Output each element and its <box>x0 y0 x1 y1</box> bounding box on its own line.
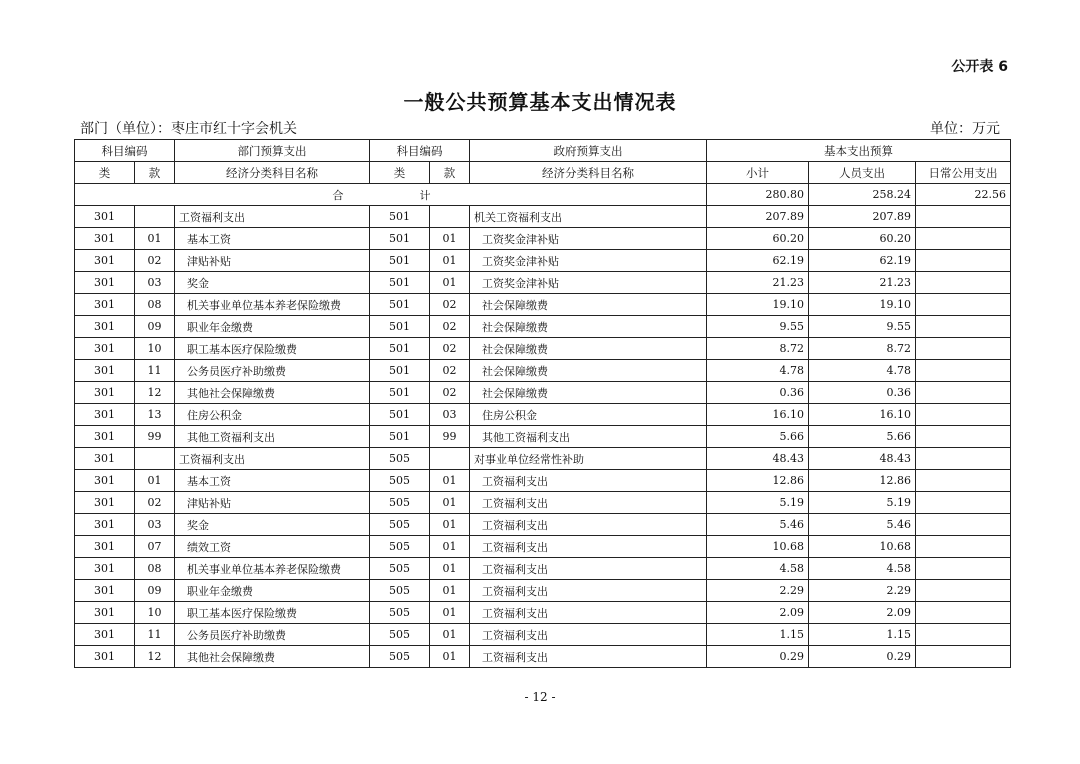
cell-personnel: 12.86 <box>809 470 916 492</box>
cell-kuan: 13 <box>135 404 175 426</box>
cell-gov-lei: 501 <box>370 338 430 360</box>
cell-econ-name: 职工基本医疗保险缴费 <box>175 338 370 360</box>
cell-personnel: 48.43 <box>809 448 916 470</box>
table-row <box>75 294 1011 316</box>
cell-subtotal: 2.09 <box>707 602 809 624</box>
header-daily: 日常公用支出 <box>916 162 1011 184</box>
cell-gov-lei: 505 <box>370 470 430 492</box>
cell-kuan: 09 <box>135 316 175 338</box>
table-row <box>75 558 1011 580</box>
cell-econ-name: 住房公积金 <box>175 404 370 426</box>
cell-personnel: 9.55 <box>809 316 916 338</box>
cell-lei: 301 <box>75 338 135 360</box>
cell-daily <box>916 206 1011 228</box>
cell-subtotal: 21.23 <box>707 272 809 294</box>
cell-subtotal: 0.36 <box>707 382 809 404</box>
header-gov-econ-name: 经济分类科目名称 <box>470 162 707 184</box>
cell-gov-lei: 501 <box>370 404 430 426</box>
cell-personnel: 0.29 <box>809 646 916 668</box>
cell-gov-lei: 501 <box>370 272 430 294</box>
cell-gov-econ-name: 社会保障缴费 <box>470 294 707 316</box>
cell-daily <box>916 514 1011 536</box>
cell-gov-kuan <box>430 448 470 470</box>
cell-gov-lei: 505 <box>370 492 430 514</box>
cell-gov-lei: 501 <box>370 228 430 250</box>
unit-label: 单位：万元 <box>930 121 1000 137</box>
cell-daily <box>916 294 1011 316</box>
cell-personnel: 8.72 <box>809 338 916 360</box>
cell-lei: 301 <box>75 426 135 448</box>
cell-econ-name: 职业年金缴费 <box>175 316 370 338</box>
header-dept-budget: 部门预算支出 <box>175 140 370 162</box>
cell-lei: 301 <box>75 514 135 536</box>
table-row <box>75 338 1011 360</box>
cell-kuan: 07 <box>135 536 175 558</box>
total-personnel: 258.24 <box>809 184 916 206</box>
cell-lei: 301 <box>75 470 135 492</box>
cell-daily <box>916 404 1011 426</box>
page-number: - 12 - <box>524 690 556 704</box>
cell-gov-kuan: 01 <box>430 624 470 646</box>
cell-personnel: 10.68 <box>809 536 916 558</box>
cell-subtotal: 16.10 <box>707 404 809 426</box>
cell-gov-econ-name: 工资福利支出 <box>470 646 707 668</box>
header-lei: 类 <box>75 162 135 184</box>
cell-econ-name: 职业年金缴费 <box>175 580 370 602</box>
cell-daily <box>916 272 1011 294</box>
cell-personnel: 2.29 <box>809 580 916 602</box>
cell-personnel: 4.58 <box>809 558 916 580</box>
cell-kuan: 08 <box>135 294 175 316</box>
cell-lei: 301 <box>75 316 135 338</box>
header-gov-subject-code: 科目编码 <box>370 140 470 162</box>
cell-kuan: 08 <box>135 558 175 580</box>
cell-gov-lei: 501 <box>370 294 430 316</box>
cell-gov-econ-name: 社会保障缴费 <box>470 316 707 338</box>
cell-daily <box>916 536 1011 558</box>
total-row <box>75 184 1011 206</box>
table-row <box>75 580 1011 602</box>
cell-kuan <box>135 206 175 228</box>
cell-gov-econ-name: 工资奖金津补贴 <box>470 228 707 250</box>
table-row <box>75 646 1011 668</box>
cell-econ-name: 职工基本医疗保险缴费 <box>175 602 370 624</box>
cell-kuan: 12 <box>135 646 175 668</box>
cell-gov-lei: 501 <box>370 426 430 448</box>
cell-gov-lei: 505 <box>370 536 430 558</box>
cell-lei: 301 <box>75 294 135 316</box>
cell-lei: 301 <box>75 492 135 514</box>
table-row <box>75 514 1011 536</box>
cell-personnel: 1.15 <box>809 624 916 646</box>
cell-gov-kuan: 01 <box>430 250 470 272</box>
cell-subtotal: 12.86 <box>707 470 809 492</box>
header-personnel: 人员支出 <box>809 162 916 184</box>
cell-subtotal: 5.46 <box>707 514 809 536</box>
cell-personnel: 60.20 <box>809 228 916 250</box>
cell-gov-lei: 505 <box>370 558 430 580</box>
cell-gov-kuan: 01 <box>430 470 470 492</box>
cell-econ-name: 公务员医疗补助缴费 <box>175 360 370 382</box>
cell-daily <box>916 228 1011 250</box>
cell-gov-kuan <box>430 206 470 228</box>
header-econ-name: 经济分类科目名称 <box>175 162 370 184</box>
cell-gov-lei: 501 <box>370 250 430 272</box>
total-label: 合 计 <box>75 184 707 206</box>
cell-gov-kuan: 01 <box>430 580 470 602</box>
cell-lei: 301 <box>75 206 135 228</box>
cell-subtotal: 207.89 <box>707 206 809 228</box>
cell-subtotal: 5.66 <box>707 426 809 448</box>
cell-subtotal: 1.15 <box>707 624 809 646</box>
cell-econ-name: 其他社会保障缴费 <box>175 382 370 404</box>
cell-lei: 301 <box>75 646 135 668</box>
cell-gov-kuan: 01 <box>430 602 470 624</box>
header-gov-budget: 政府预算支出 <box>470 140 707 162</box>
cell-econ-name: 公务员医疗补助缴费 <box>175 624 370 646</box>
cell-econ-name: 其他工资福利支出 <box>175 426 370 448</box>
cell-gov-econ-name: 工资福利支出 <box>470 492 707 514</box>
table-row <box>75 316 1011 338</box>
cell-kuan: 09 <box>135 580 175 602</box>
cell-gov-lei: 505 <box>370 448 430 470</box>
header-gov-kuan: 款 <box>430 162 470 184</box>
cell-kuan: 10 <box>135 338 175 360</box>
cell-gov-lei: 505 <box>370 580 430 602</box>
total-daily: 22.56 <box>916 184 1011 206</box>
cell-personnel: 5.19 <box>809 492 916 514</box>
cell-daily <box>916 360 1011 382</box>
table-row <box>75 206 1011 228</box>
cell-gov-lei: 505 <box>370 514 430 536</box>
cell-daily <box>916 316 1011 338</box>
cell-subtotal: 60.20 <box>707 228 809 250</box>
cell-personnel: 19.10 <box>809 294 916 316</box>
cell-gov-lei: 501 <box>370 382 430 404</box>
header-row-2 <box>75 162 1011 184</box>
cell-lei: 301 <box>75 580 135 602</box>
cell-econ-name: 绩效工资 <box>175 536 370 558</box>
cell-daily <box>916 250 1011 272</box>
cell-econ-name: 工资福利支出 <box>175 206 370 228</box>
cell-kuan: 03 <box>135 272 175 294</box>
cell-gov-kuan: 01 <box>430 646 470 668</box>
cell-gov-kuan: 01 <box>430 558 470 580</box>
cell-lei: 301 <box>75 404 135 426</box>
cell-subtotal: 9.55 <box>707 316 809 338</box>
cell-daily <box>916 558 1011 580</box>
cell-subtotal: 8.72 <box>707 338 809 360</box>
cell-lei: 301 <box>75 558 135 580</box>
table-row <box>75 470 1011 492</box>
cell-subtotal: 4.78 <box>707 360 809 382</box>
cell-econ-name: 机关事业单位基本养老保险缴费 <box>175 558 370 580</box>
cell-econ-name: 奖金 <box>175 514 370 536</box>
page-title: 一般公共预算基本支出情况表 <box>403 90 677 114</box>
cell-daily <box>916 470 1011 492</box>
cell-subtotal: 2.29 <box>707 580 809 602</box>
cell-personnel: 0.36 <box>809 382 916 404</box>
table-row <box>75 602 1011 624</box>
header-subtotal: 小计 <box>707 162 809 184</box>
cell-gov-econ-name: 工资福利支出 <box>470 602 707 624</box>
table-row <box>75 536 1011 558</box>
cell-gov-econ-name: 对事业单位经常性补助 <box>470 448 707 470</box>
cell-lei: 301 <box>75 228 135 250</box>
cell-kuan: 01 <box>135 470 175 492</box>
cell-gov-kuan: 01 <box>430 492 470 514</box>
cell-subtotal: 10.68 <box>707 536 809 558</box>
cell-lei: 301 <box>75 602 135 624</box>
cell-gov-lei: 505 <box>370 602 430 624</box>
table-row <box>75 448 1011 470</box>
cell-gov-kuan: 02 <box>430 382 470 404</box>
table-row <box>75 250 1011 272</box>
cell-kuan: 99 <box>135 426 175 448</box>
cell-daily <box>916 338 1011 360</box>
page-tag: 公开表 6 <box>951 59 1008 75</box>
cell-lei: 301 <box>75 536 135 558</box>
cell-personnel: 4.78 <box>809 360 916 382</box>
cell-subtotal: 19.10 <box>707 294 809 316</box>
cell-personnel: 2.09 <box>809 602 916 624</box>
cell-gov-kuan: 01 <box>430 272 470 294</box>
cell-lei: 301 <box>75 272 135 294</box>
cell-kuan: 10 <box>135 602 175 624</box>
header-kuan: 款 <box>135 162 175 184</box>
cell-gov-econ-name: 工资福利支出 <box>470 514 707 536</box>
cell-econ-name: 基本工资 <box>175 470 370 492</box>
cell-gov-econ-name: 社会保障缴费 <box>470 338 707 360</box>
cell-personnel: 5.66 <box>809 426 916 448</box>
table-row <box>75 382 1011 404</box>
header-row-1 <box>75 140 1011 162</box>
cell-daily <box>916 602 1011 624</box>
cell-gov-kuan: 01 <box>430 228 470 250</box>
cell-econ-name: 其他社会保障缴费 <box>175 646 370 668</box>
cell-subtotal: 5.19 <box>707 492 809 514</box>
cell-gov-econ-name: 工资奖金津补贴 <box>470 272 707 294</box>
total-subtotal: 280.80 <box>707 184 809 206</box>
table-row <box>75 624 1011 646</box>
cell-gov-econ-name: 工资奖金津补贴 <box>470 250 707 272</box>
cell-daily <box>916 382 1011 404</box>
cell-subtotal: 4.58 <box>707 558 809 580</box>
budget-table <box>74 139 1011 668</box>
cell-econ-name: 津贴补贴 <box>175 492 370 514</box>
header-basic-budget: 基本支出预算 <box>707 140 1011 162</box>
cell-lei: 301 <box>75 250 135 272</box>
cell-gov-econ-name: 社会保障缴费 <box>470 360 707 382</box>
cell-econ-name: 津贴补贴 <box>175 250 370 272</box>
cell-subtotal: 48.43 <box>707 448 809 470</box>
cell-kuan: 03 <box>135 514 175 536</box>
cell-gov-kuan: 01 <box>430 514 470 536</box>
cell-kuan: 01 <box>135 228 175 250</box>
cell-gov-econ-name: 住房公积金 <box>470 404 707 426</box>
table-row <box>75 426 1011 448</box>
cell-gov-econ-name: 工资福利支出 <box>470 536 707 558</box>
cell-daily <box>916 580 1011 602</box>
cell-lei: 301 <box>75 360 135 382</box>
cell-personnel: 16.10 <box>809 404 916 426</box>
cell-lei: 301 <box>75 448 135 470</box>
cell-daily <box>916 448 1011 470</box>
cell-daily <box>916 624 1011 646</box>
cell-subtotal: 0.29 <box>707 646 809 668</box>
cell-gov-kuan: 02 <box>430 294 470 316</box>
cell-gov-lei: 505 <box>370 624 430 646</box>
cell-personnel: 5.46 <box>809 514 916 536</box>
table-row <box>75 360 1011 382</box>
header-gov-lei: 类 <box>370 162 430 184</box>
cell-gov-kuan: 02 <box>430 316 470 338</box>
cell-gov-kuan: 03 <box>430 404 470 426</box>
table-row <box>75 404 1011 426</box>
department-label: 部门（单位）：枣庄市红十字会机关 <box>80 121 297 137</box>
cell-kuan: 02 <box>135 250 175 272</box>
cell-gov-econ-name: 社会保障缴费 <box>470 382 707 404</box>
cell-gov-lei: 501 <box>370 206 430 228</box>
cell-lei: 301 <box>75 382 135 404</box>
cell-kuan <box>135 448 175 470</box>
cell-gov-lei: 501 <box>370 360 430 382</box>
cell-daily <box>916 646 1011 668</box>
cell-gov-kuan: 02 <box>430 338 470 360</box>
cell-econ-name: 工资福利支出 <box>175 448 370 470</box>
cell-daily <box>916 492 1011 514</box>
cell-gov-kuan: 01 <box>430 536 470 558</box>
cell-gov-lei: 505 <box>370 646 430 668</box>
cell-kuan: 11 <box>135 360 175 382</box>
cell-gov-econ-name: 工资福利支出 <box>470 558 707 580</box>
cell-econ-name: 机关事业单位基本养老保险缴费 <box>175 294 370 316</box>
cell-personnel: 21.23 <box>809 272 916 294</box>
cell-gov-econ-name: 机关工资福利支出 <box>470 206 707 228</box>
cell-econ-name: 基本工资 <box>175 228 370 250</box>
table-row <box>75 272 1011 294</box>
cell-econ-name: 奖金 <box>175 272 370 294</box>
cell-kuan: 11 <box>135 624 175 646</box>
header-subject-code: 科目编码 <box>75 140 175 162</box>
cell-kuan: 12 <box>135 382 175 404</box>
cell-kuan: 02 <box>135 492 175 514</box>
cell-daily <box>916 426 1011 448</box>
cell-gov-econ-name: 工资福利支出 <box>470 470 707 492</box>
cell-gov-econ-name: 工资福利支出 <box>470 624 707 646</box>
cell-gov-kuan: 99 <box>430 426 470 448</box>
table-row <box>75 492 1011 514</box>
cell-gov-econ-name: 工资福利支出 <box>470 580 707 602</box>
cell-gov-econ-name: 其他工资福利支出 <box>470 426 707 448</box>
cell-personnel: 62.19 <box>809 250 916 272</box>
cell-subtotal: 62.19 <box>707 250 809 272</box>
cell-gov-kuan: 02 <box>430 360 470 382</box>
cell-lei: 301 <box>75 624 135 646</box>
table-row <box>75 228 1011 250</box>
cell-gov-lei: 501 <box>370 316 430 338</box>
cell-personnel: 207.89 <box>809 206 916 228</box>
